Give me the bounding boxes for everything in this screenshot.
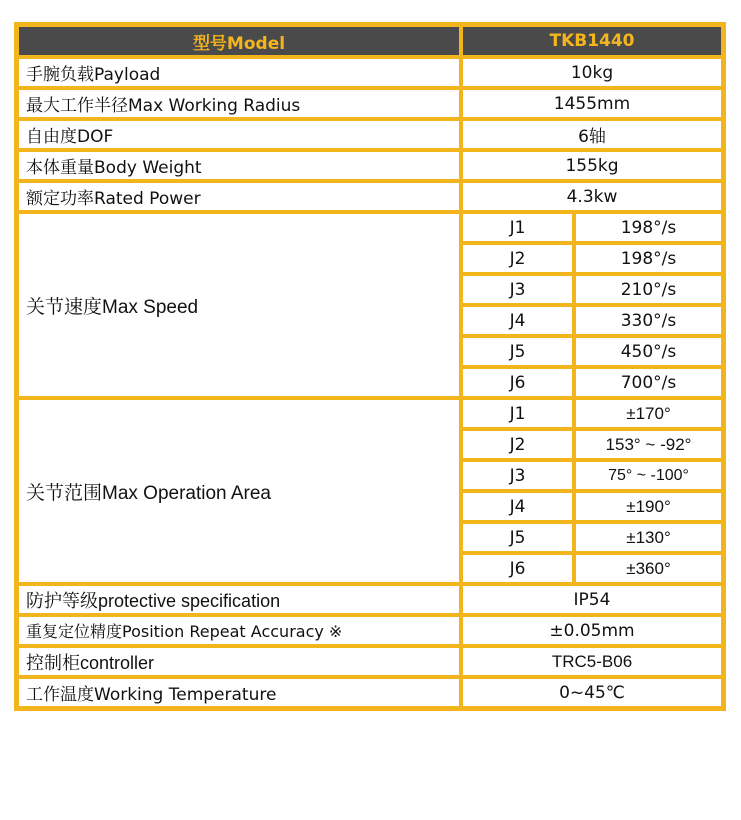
row-label: 防护等级protective specification [17,584,461,615]
row-value: 0~45℃ [461,677,723,708]
spec-row-accuracy [17,615,723,646]
row-value: 1455mm [461,88,723,119]
spec-row-temperature [17,677,723,708]
row-value: 10kg [461,57,723,88]
joint-value: 198°/s [574,212,723,243]
joint-value: 153° ~ -92° [574,429,723,460]
spec-table [14,22,726,711]
row-value: 155kg [461,150,723,181]
spec-row-weight [17,150,723,181]
row-label: 最大工作半径Max Working Radius [17,88,461,119]
joint-value: ±130° [574,522,723,553]
model-label: 型号Model [17,25,461,57]
joint-label: J4 [461,305,574,336]
joint-label: J1 [461,398,574,429]
joint-value: 198°/s [574,243,723,274]
joint-label: J2 [461,243,574,274]
max-speed-label: 关节速度Max Speed [17,212,461,398]
area-row-j1 [17,398,723,429]
row-value: 6轴 [461,119,723,150]
joint-value: 700°/s [574,367,723,398]
joint-label: J6 [461,367,574,398]
joint-value: ±360° [574,553,723,584]
joint-value: 330°/s [574,305,723,336]
row-label: 重复定位精度Position Repeat Accuracy ※ [17,615,461,646]
speed-row-j1 [17,212,723,243]
row-label: 控制柜controller [17,646,461,677]
row-label: 自由度DOF [17,119,461,150]
joint-label: J6 [461,553,574,584]
joint-label: J2 [461,429,574,460]
joint-label: J3 [461,274,574,305]
row-label: 本体重量Body Weight [17,150,461,181]
spec-row-dof [17,119,723,150]
spec-row-radius [17,88,723,119]
joint-label: J1 [461,212,574,243]
spec-row-controller [17,646,723,677]
spec-row-protection [17,584,723,615]
row-label: 手腕负载Payload [17,57,461,88]
joint-value: 210°/s [574,274,723,305]
model-value: TKB1440 [461,25,723,57]
spec-row-payload [17,57,723,88]
header-row [17,25,723,57]
row-value: ±0.05mm [461,615,723,646]
row-label: 额定功率Rated Power [17,181,461,212]
joint-value: 450°/s [574,336,723,367]
row-value: 4.3kw [461,181,723,212]
joint-label: J5 [461,522,574,553]
joint-label: J3 [461,460,574,491]
joint-value: ±170° [574,398,723,429]
joint-value: ±190° [574,491,723,522]
row-value: IP54 [461,584,723,615]
spec-row-power [17,181,723,212]
joint-label: J4 [461,491,574,522]
row-label: 工作温度Working Temperature [17,677,461,708]
joint-label: J5 [461,336,574,367]
max-operation-area-label: 关节范围Max Operation Area [17,398,461,584]
row-value: TRC5-B06 [461,646,723,677]
joint-value: 75° ~ -100° [574,460,723,491]
